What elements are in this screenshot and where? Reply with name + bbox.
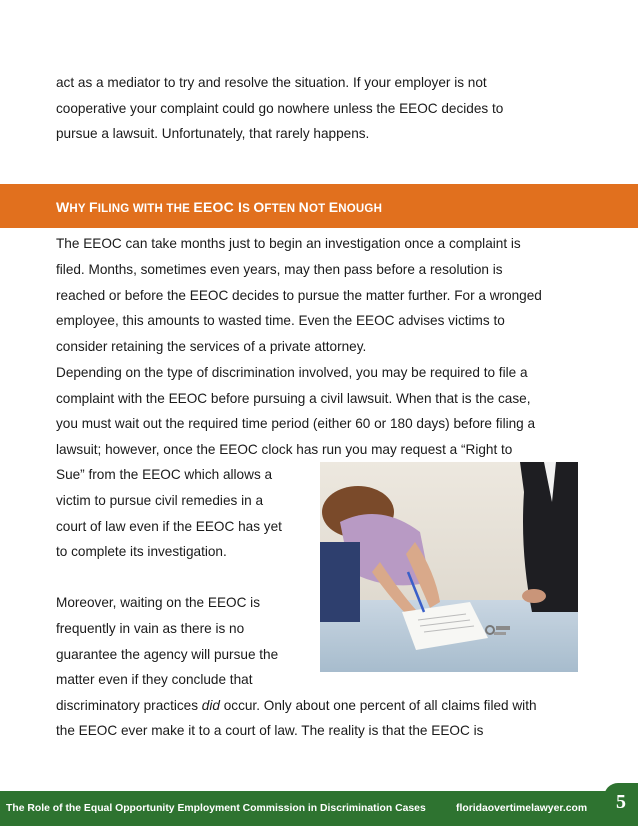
body-line: The EEOC can take months just to begin an investigation once a complaint is: [56, 236, 521, 251]
footer-website[interactable]: floridaovertimelawyer.com: [456, 803, 588, 814]
emphasis-did: did: [201, 698, 220, 713]
intro-line-3: pursue a lawsuit. Unfortunately, that rarely happens.: [56, 126, 370, 141]
body-line: Sue” from the EEOC which allows a: [56, 467, 273, 482]
body-line: lawsuit; however, once the EEOC clock has run you may request a “Right to: [56, 442, 513, 457]
body-line: Moreover, waiting on the EEOC is: [56, 595, 260, 610]
footer-title: The Role of the Equal Opportunity Employment Commission in Discrimination Cases: [6, 803, 426, 814]
body-line: reached or before the EEOC decides to pursue the matter further. For a wronged: [56, 288, 542, 303]
body-line: consider retaining the services of a private attorney.: [56, 339, 367, 354]
photo-signing-document: [320, 462, 578, 672]
body-line: matter even if they conclude that: [56, 672, 253, 687]
body-line: you must wait out the required time period (either 60 or 180 days) before filing a: [56, 416, 536, 431]
footer-bar: [0, 791, 638, 826]
body-line: filed. Months, sometimes even years, may then pass before a resolution is: [56, 262, 503, 277]
intro-line-1: act as a mediator to try and resolve the situation. If your employer is not: [56, 75, 487, 90]
section-banner: [0, 184, 638, 228]
body-line: frequently in vain as there is no: [56, 621, 245, 636]
body-line: guarantee the agency will pursue the: [56, 647, 279, 662]
body-line: complaint with the EEOC before pursuing a civil lawsuit. When that is the case,: [56, 391, 531, 406]
page-number-tab: [604, 783, 638, 826]
body-line: Depending on the type of discrimination involved, you may be required to file a: [56, 365, 528, 380]
section-title: WHY FILING WITH THE EEOC IS OFTEN NOT ENOUGH: [56, 199, 383, 215]
page-number: 5: [616, 791, 626, 813]
body-line: court of law even if the EEOC has yet: [56, 519, 282, 534]
body-line: victim to pursue civil remedies in a: [56, 493, 263, 508]
body-line: the EEOC ever make it to a court of law. The reality is that the EEOC is: [56, 723, 484, 738]
body-line: discriminatory practices did occur. Only about one percent of all claims filed with: [56, 698, 537, 713]
body-line: employee, this amounts to wasted time. Even the EEOC advises victims to: [56, 313, 505, 328]
body-line: to complete its investigation.: [56, 544, 227, 559]
intro-line-2: cooperative your complaint could go nowhere unless the EEOC decides to: [56, 101, 504, 116]
